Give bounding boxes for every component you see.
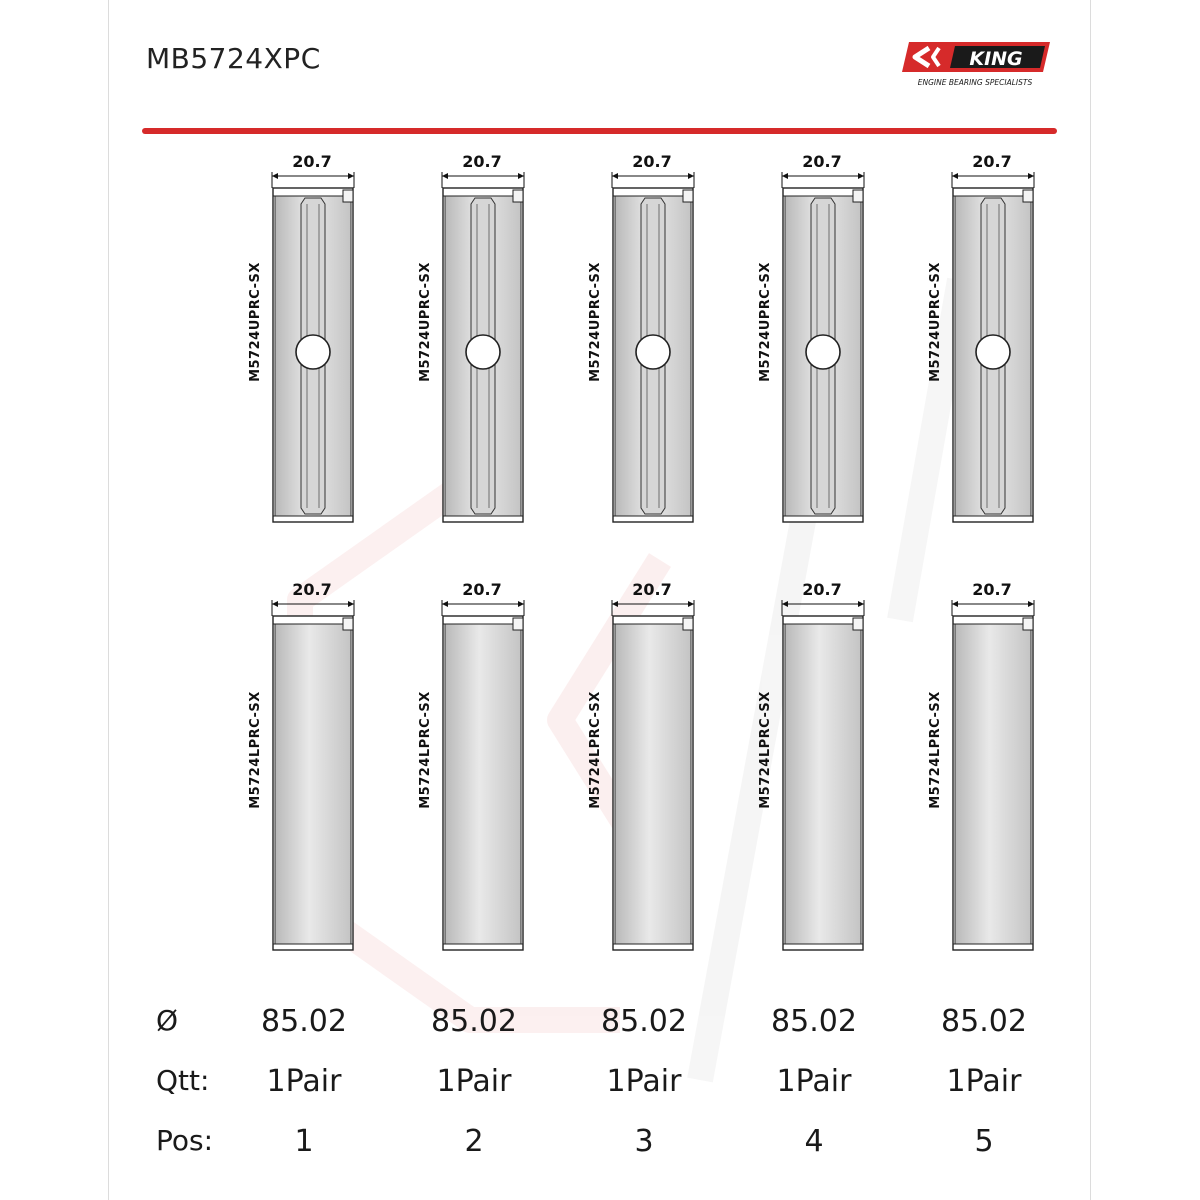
position-label: Pos:: [156, 1124, 214, 1157]
oil-hole-icon: [466, 335, 500, 369]
part-number-title: MB5724XPC: [146, 42, 321, 75]
shell-part-number: M5724UPRC-SX: [928, 262, 943, 382]
oil-hole-icon: [806, 335, 840, 369]
upper-shell-3: [584, 152, 704, 542]
locating-tang: [343, 190, 353, 202]
shell-face: [275, 624, 351, 944]
oil-hole-icon: [976, 335, 1010, 369]
upper-shell-4: [754, 152, 874, 542]
upper-shell-5: [924, 152, 1044, 542]
shell-width-label: 20.7: [632, 152, 672, 171]
shell-part-number: M5724LPRC-SX: [928, 691, 943, 809]
arrow-left-icon: [612, 173, 618, 179]
left-page-edge: [108, 0, 109, 1200]
arrow-right-icon: [518, 173, 524, 179]
shell-part-number: M5724UPRC-SX: [758, 262, 773, 382]
locating-tang: [513, 618, 523, 630]
diameter-value: 85.02: [431, 1004, 517, 1039]
diameter-value: 85.02: [771, 1004, 857, 1039]
position-value: 4: [804, 1124, 824, 1159]
arrow-right-icon: [688, 601, 694, 607]
shell-width-label: 20.7: [972, 580, 1012, 599]
shell-width-label: 20.7: [632, 580, 672, 599]
quantity-value: 1Pair: [776, 1064, 852, 1099]
shell-width-label: 20.7: [802, 152, 842, 171]
diameter-value: 85.02: [261, 1004, 347, 1039]
arrow-right-icon: [348, 601, 354, 607]
arrow-left-icon: [952, 601, 958, 607]
arrow-right-icon: [518, 601, 524, 607]
arrow-left-icon: [442, 173, 448, 179]
position-value: 3: [634, 1124, 654, 1159]
shell-part-number: M5724LPRC-SX: [418, 691, 433, 809]
arrow-right-icon: [348, 173, 354, 179]
position-value: 1: [294, 1124, 314, 1159]
diameter-value: 85.02: [601, 1004, 687, 1039]
king-logo-icon: [895, 38, 1055, 90]
brand-tagline: ENGINE BEARING SPECIALISTS: [917, 78, 1033, 87]
locating-tang: [343, 618, 353, 630]
quantity-value: 1Pair: [436, 1064, 512, 1099]
arrow-right-icon: [858, 173, 864, 179]
shell-width-label: 20.7: [462, 152, 502, 171]
shell-face: [445, 624, 521, 944]
shell-width-label: 20.7: [292, 580, 332, 599]
quantity-value: 1Pair: [606, 1064, 682, 1099]
brand-name: KING: [969, 48, 1023, 70]
shell-part-number: M5724LPRC-SX: [758, 691, 773, 809]
locating-tang: [853, 618, 863, 630]
shell-width-label: 20.7: [802, 580, 842, 599]
locating-tang: [1023, 190, 1033, 202]
arrow-right-icon: [1028, 173, 1034, 179]
arrow-left-icon: [612, 601, 618, 607]
lower-shell-5: [924, 580, 1044, 970]
locating-tang: [1023, 618, 1033, 630]
lower-shell-2: [414, 580, 534, 970]
upper-shell-1: [244, 152, 364, 542]
arrow-right-icon: [1028, 601, 1034, 607]
right-page-edge: [1090, 0, 1091, 1200]
locating-tang: [683, 618, 693, 630]
quantity-value: 1Pair: [266, 1064, 342, 1099]
arrow-left-icon: [952, 173, 958, 179]
arrow-left-icon: [272, 601, 278, 607]
quantity-label: Qtt:: [156, 1064, 210, 1097]
arrow-left-icon: [442, 601, 448, 607]
oil-hole-icon: [296, 335, 330, 369]
oil-hole-icon: [636, 335, 670, 369]
position-value: 2: [464, 1124, 484, 1159]
locating-tang: [683, 190, 693, 202]
locating-tang: [513, 190, 523, 202]
shell-width-label: 20.7: [292, 152, 332, 171]
arrow-right-icon: [688, 173, 694, 179]
shell-width-label: 20.7: [972, 152, 1012, 171]
shell-face: [615, 624, 691, 944]
shell-part-number: M5724LPRC-SX: [248, 691, 263, 809]
shell-face: [955, 624, 1031, 944]
arrow-right-icon: [858, 601, 864, 607]
lower-shell-4: [754, 580, 874, 970]
arrow-left-icon: [272, 173, 278, 179]
shell-part-number: M5724UPRC-SX: [418, 262, 433, 382]
brand-logo: [895, 38, 1055, 90]
shell-part-number: M5724LPRC-SX: [588, 691, 603, 809]
shell-part-number: M5724UPRC-SX: [248, 262, 263, 382]
locating-tang: [853, 190, 863, 202]
shell-width-label: 20.7: [462, 580, 502, 599]
diameter-label: Ø: [156, 1004, 179, 1037]
position-value: 5: [974, 1124, 994, 1159]
upper-shell-2: [414, 152, 534, 542]
lower-shell-1: [244, 580, 364, 970]
diameter-value: 85.02: [941, 1004, 1027, 1039]
lower-shell-3: [584, 580, 704, 970]
shell-face: [785, 624, 861, 944]
header-divider: [142, 128, 1057, 134]
arrow-left-icon: [782, 173, 788, 179]
arrow-left-icon: [782, 601, 788, 607]
quantity-value: 1Pair: [946, 1064, 1022, 1099]
shell-part-number: M5724UPRC-SX: [588, 262, 603, 382]
